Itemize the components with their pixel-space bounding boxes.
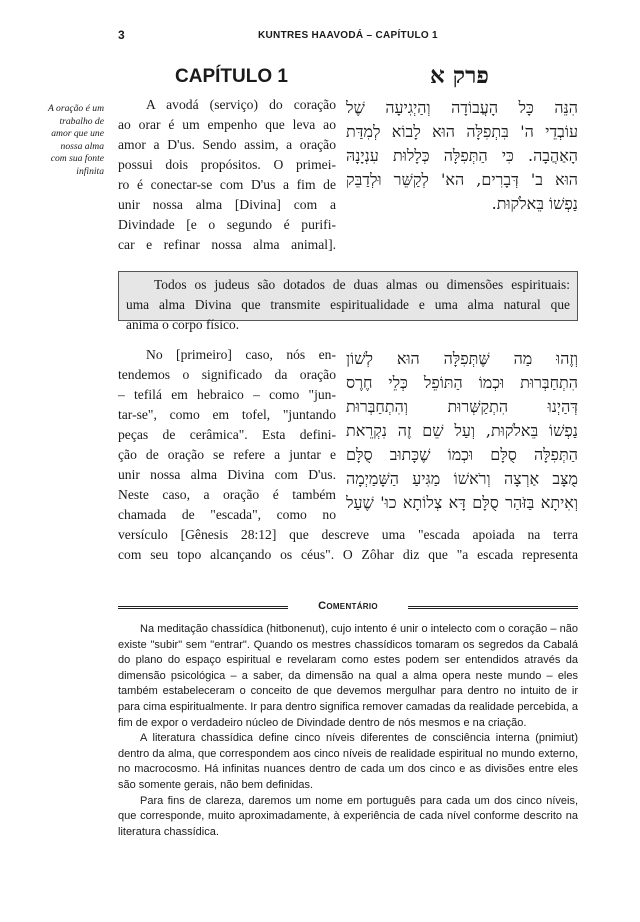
margin-note-line: com sua fonte [50,153,104,165]
body-hebrew [346,347,578,515]
commentary-paragraph: Para fins de clareza, daremos um nome em português para cada um dos cinco níveis, que corresponde, muito aproximadamente, à experiência de cada nível conforme descrito na literatura chassídica. [118,794,578,838]
divider-line [408,606,578,609]
hebrew-line: הִנֵּה כָּל הָעֲבוֹדָה וְהַיְגִיעָה שֶׁל [346,98,578,117]
intro-line: unir nossa alma [Divina] com a [118,197,336,212]
hebrew-line: הִתְחַבְּרוּת וּכְמוֹ הַתּוֹפֵל כְּלֵי חֶרֶס [346,373,578,392]
margin-note-line: trabalho de [59,115,104,127]
body-line: tar-se", como em tofel, "juntando [118,407,336,422]
body-line: No [primeiro] caso, nós en- [146,347,336,362]
body-line: peças de cerâmica". Esta defini- [118,427,336,442]
commentary-title: Comentário [318,600,378,612]
summary-line: anima o corpo físico. [126,317,240,332]
intro-line: ao orar é um empenho que leva ao [118,117,336,132]
intro-line: possui dois propósitos. O primei- [118,157,336,172]
hebrew-line: עוֹבְדֵי ה' בִּתְפִלָּה הוּא לָבוֹא לְמִדַּת [346,122,578,141]
body-line: chamada de "escada", como no [118,507,336,522]
body-line: unir nossa alma Divina com D'us. [118,467,336,482]
chapter-title-hebrew: פרק א [430,62,489,89]
hebrew-line: הָאַהֲבָה. כִּי הַתְּפִלָּה כְּלָלוּת עִנְיָנָהּ [346,146,578,165]
intro-hebrew [346,96,578,216]
hebrew-line: נַפְשׁוֹ בֵּאלֹקוּת. [491,194,578,213]
body-line: – tefilá em hebraico – como "jun- [118,387,336,402]
hebrew-line: נַפְשׁוֹ בֵּאלֹקוּת, וְעַל שֵׁם זֶה נִקְרֵאת [346,421,578,440]
hebrew-line: וְאִיתָא בַּזֹּהַר סֻלָּם דָּא צְלוֹתָא כוּ' שֶׁעַל [346,493,578,512]
margin-note-line: nossa alma [60,140,104,152]
intro-line: Divindade [e o segundo é purifi- [118,217,336,232]
divider-line [118,606,288,609]
commentary-divider [118,600,578,614]
hebrew-line: וְזֶהוּ מַה שֶּׁתְּפִלָּה הוּא לְשׁוֹן [346,349,578,368]
margin-note-line: infinita [76,165,104,177]
hebrew-line: הוּא ב' דְּבָרִים, הא' לְקַשֵּׁר וּלְדַבֵּק [346,170,578,189]
body-full-width [118,525,578,565]
hebrew-line: דְּהַיְנוּ הִתְקַשְּׁרוּת וְהִתְחַבְּרוּת [346,397,578,416]
commentary-paragraph: A literatura chassídica define cinco níveis diferentes de consciência interna (pnimiut) dentro da alma, que correspondem aos cinco níveis de realidade espiritual no mundo externo, no macrocosmo. Há infinitas nuances dentro de cada um dos cinco e as divisões entre eles são somente gerais, não bem definidas. [118,732,578,791]
intro-portuguese [118,95,336,255]
intro-line: car e refinar nossa alma animal]. [118,237,336,252]
running-head: KUNTRES HAAVODÁ – CAPÍTULO 1 [258,30,438,41]
margin-note-line: amor que une [51,128,104,140]
chapter-title: CAPÍTULO 1 [175,66,288,87]
commentary-body [118,622,578,840]
body-line: ção de oração se refere a juntar e [118,447,336,462]
body-portuguese [118,345,336,525]
summary-line: Todos os judeus são dotados de duas almas ou dimensões espirituais: [154,277,570,292]
intro-line: A avodá (serviço) do coração [146,97,336,112]
hebrew-line: הַתְּפִלָּה סֻלָּם וּכְמוֹ שֶׁכָּתוּב סֻלָּם [346,445,578,464]
margin-note [18,103,104,179]
intro-line: ro é conectar-se com D'us a fim de [118,177,336,192]
intro-line: amor a D'us. Sendo assim, a oração [118,137,336,152]
summary-line: uma alma Divina que transmite espiritualidade e uma alma natural que [126,297,570,312]
margin-note-line: A oração é um [47,103,104,114]
body-line: tendemos o significado da oração [118,367,336,382]
hebrew-line: מֻצָּב אַרְצָה וְרֹאשׁוֹ מַגִּיעַ הַשָּׁמַיְמָה [346,469,578,488]
body-line: versículo [Gênesis 28:12] que descreve uma "escada apoiada na terra [118,527,578,542]
body-line: com seu topo alcançando os céus". O Zôhar diz que "a escada representa [118,547,578,562]
commentary-paragraph: Na meditação chassídica (hitbonenut), cujo intento é unir o intelecto com o coração – não existe "subir" sem "entrar". Quando os mestres chassídicos tomaram os segredos da Cabalá do plano do espaço espiritual e revelaram como estes podem ser entendidos através da dimensão psicológica – a saber, da dimensão na qual a alma opera neste mundo – eles também estabeleceram o conceito de que devemos mergulhar para dentro no intuito de ir para cima espiritualmente. Ir para dentro significa remover camadas da realidade percebida, a fim de expor o verdadeiro núcleo de Divindade dentro de nós mesmos e na criação. [118,623,578,729]
body-line: Neste caso, a oração é também [118,487,336,502]
summary-box [118,271,578,332]
page-number: 3 [118,28,125,42]
